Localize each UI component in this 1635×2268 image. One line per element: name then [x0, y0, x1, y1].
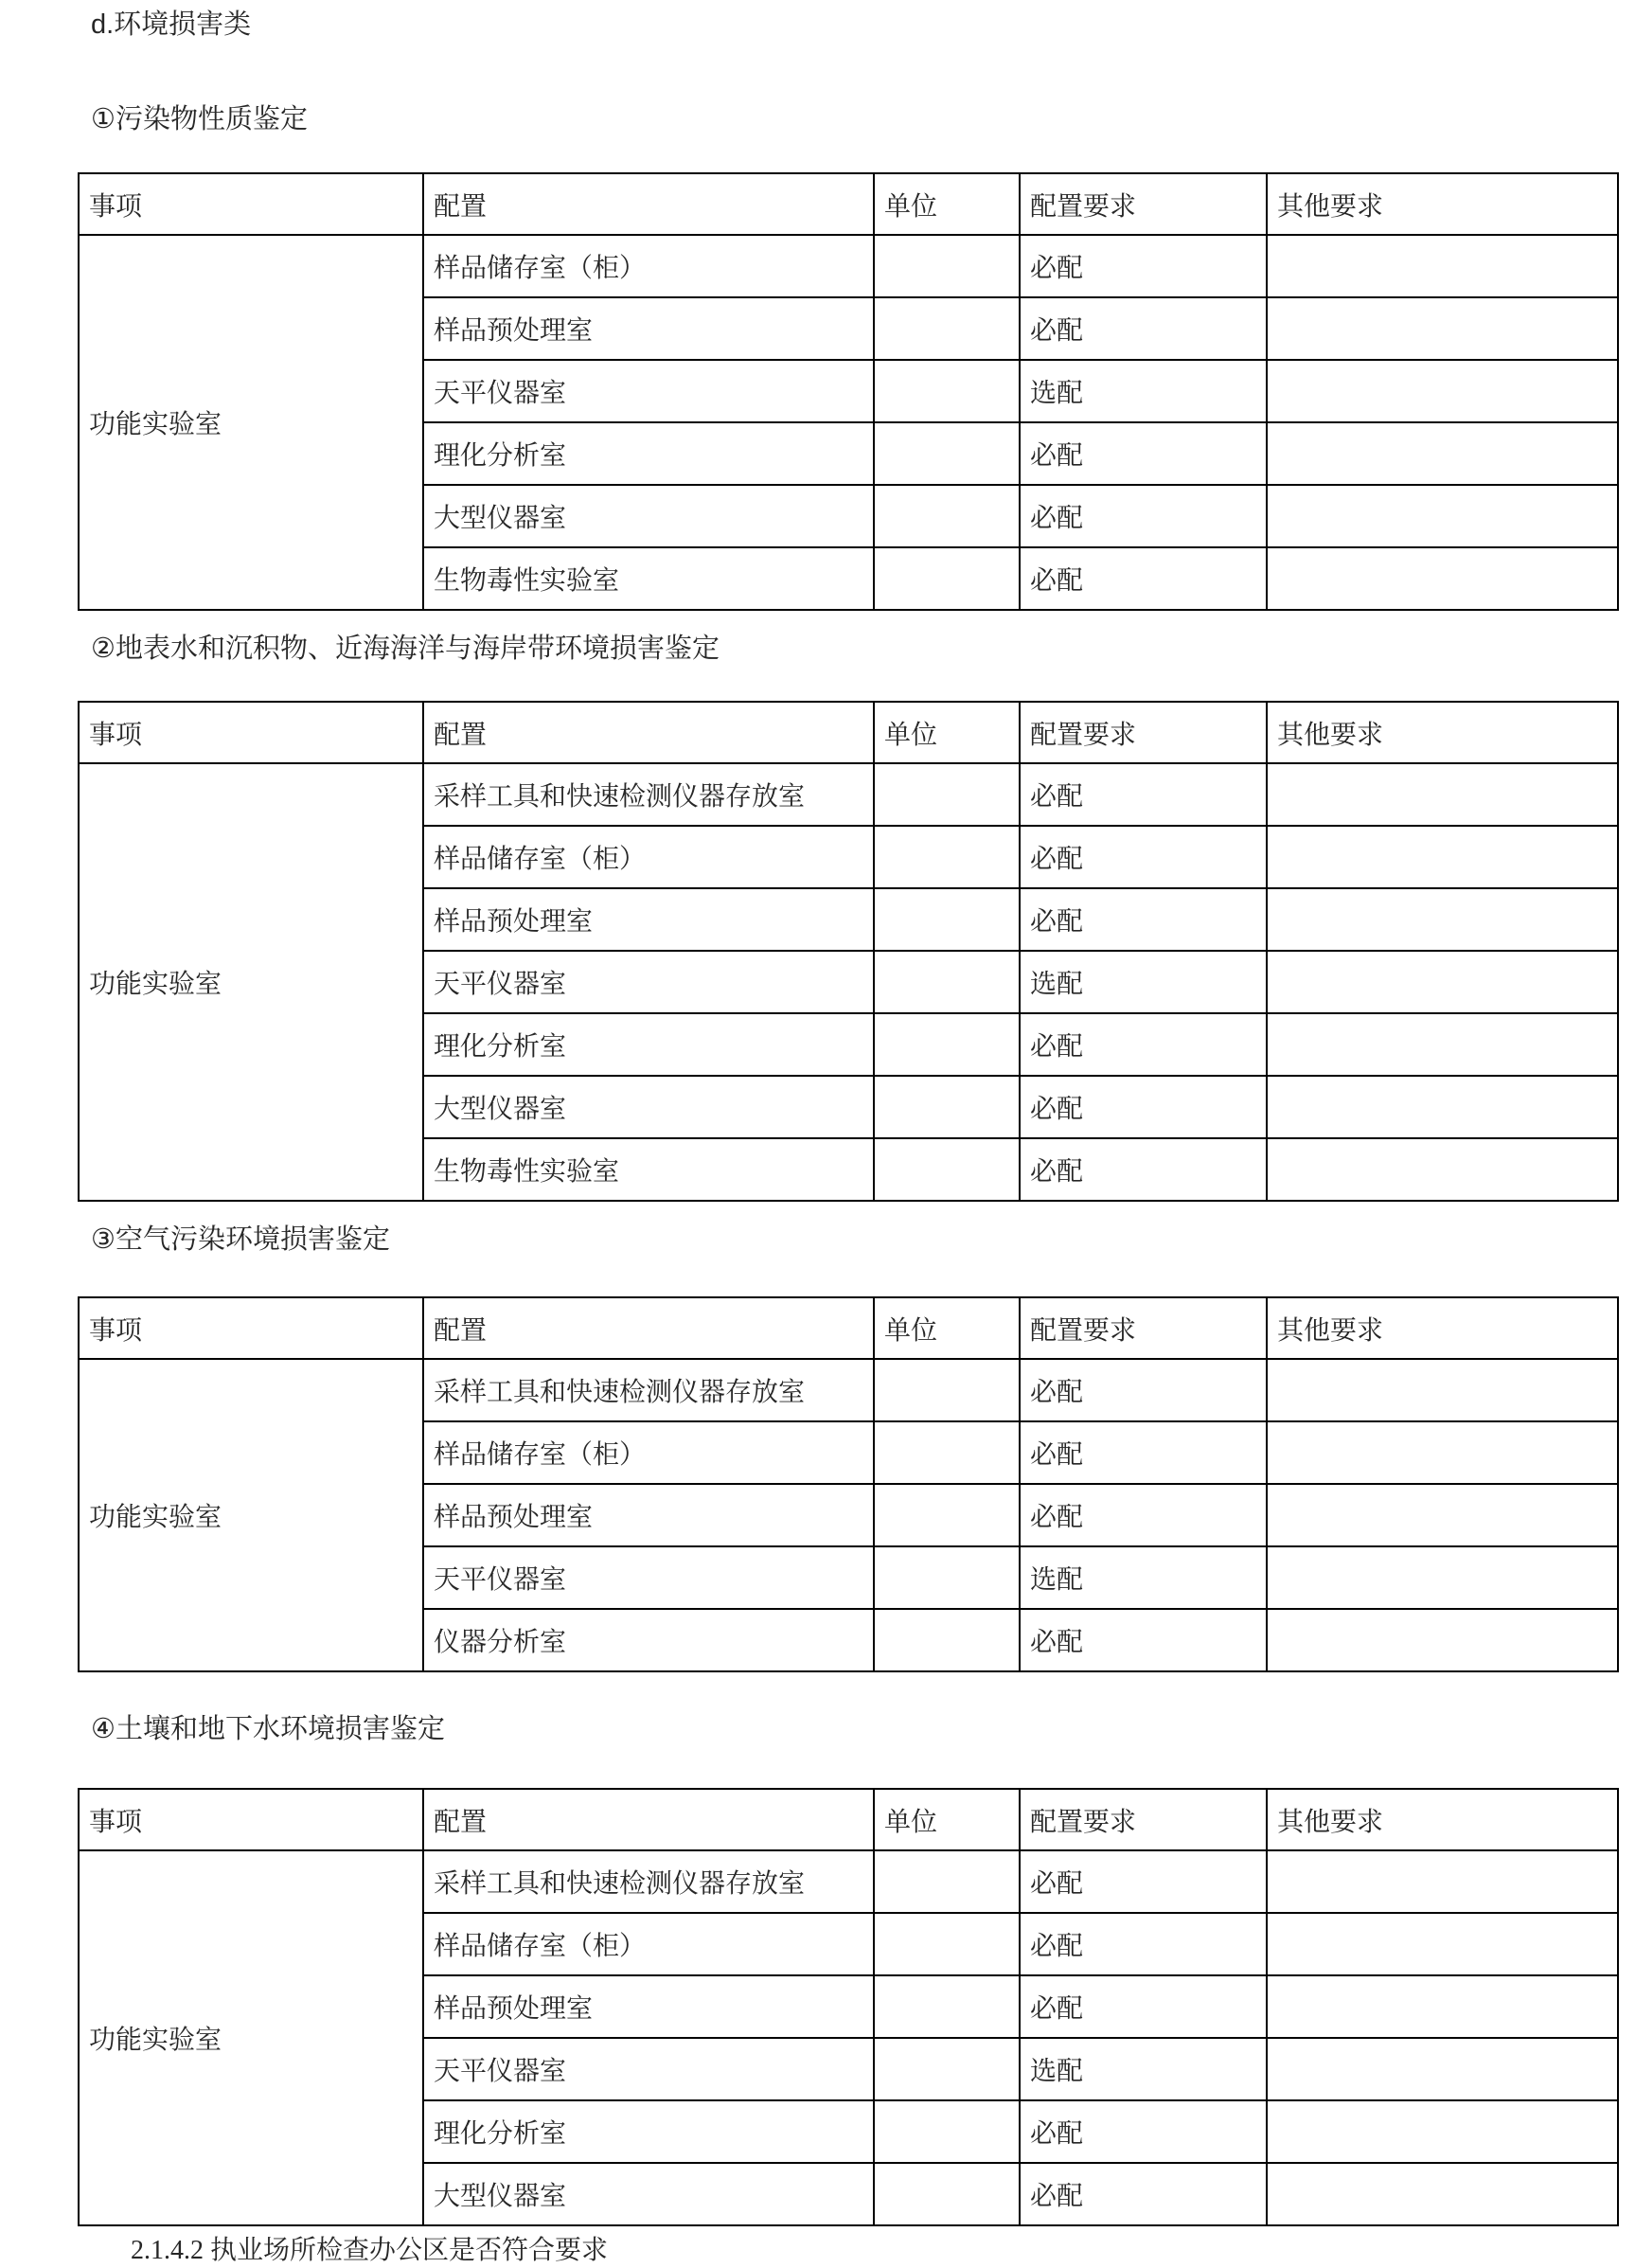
header-cell-item: 事项 — [79, 702, 423, 763]
other-cell — [1267, 1975, 1618, 2038]
other-cell — [1267, 763, 1618, 826]
config-cell: 样品储存室（柜） — [423, 1913, 874, 1975]
unit-cell — [874, 2100, 1020, 2163]
header-cell-requirement: 配置要求 — [1020, 1297, 1267, 1359]
unit-cell — [874, 1975, 1020, 2038]
requirement-cell: 必配 — [1020, 888, 1267, 951]
config-cell: 样品储存室（柜） — [423, 826, 874, 888]
item-label-cell: 功能实验室 — [79, 763, 423, 1201]
table-row — [79, 1359, 1618, 1421]
other-cell — [1267, 1013, 1618, 1076]
config-cell: 生物毒性实验室 — [423, 1138, 874, 1201]
unit-cell — [874, 1421, 1020, 1484]
table-row — [79, 235, 1618, 297]
other-cell — [1267, 2038, 1618, 2100]
page-title: d.环境损害类 — [91, 9, 252, 40]
other-cell — [1267, 1484, 1618, 1546]
requirement-cell: 必配 — [1020, 1076, 1267, 1138]
header-cell-config: 配置 — [423, 173, 874, 235]
unit-cell — [874, 360, 1020, 422]
unit-cell — [874, 1546, 1020, 1609]
unit-cell — [874, 888, 1020, 951]
unit-cell — [874, 826, 1020, 888]
config-table-soil-groundwater — [78, 1788, 1619, 2226]
requirement-cell: 必配 — [1020, 826, 1267, 888]
other-cell — [1267, 1359, 1618, 1421]
requirement-cell: 必配 — [1020, 1850, 1267, 1913]
config-cell: 样品预处理室 — [423, 1484, 874, 1546]
header-cell-requirement: 配置要求 — [1020, 702, 1267, 763]
requirement-cell: 必配 — [1020, 422, 1267, 485]
other-cell — [1267, 547, 1618, 610]
unit-cell — [874, 1359, 1020, 1421]
header-cell-other: 其他要求 — [1267, 173, 1618, 235]
header-cell-other: 其他要求 — [1267, 1297, 1618, 1359]
requirement-cell: 必配 — [1020, 763, 1267, 826]
requirement-cell: 必配 — [1020, 1913, 1267, 1975]
unit-cell — [874, 485, 1020, 547]
header-cell-config: 配置 — [423, 702, 874, 763]
requirement-cell: 选配 — [1020, 360, 1267, 422]
table-header-row — [79, 702, 1618, 763]
section-heading-air-pollution: ③空气污染环境损害鉴定 — [91, 1224, 390, 1255]
config-cell: 天平仪器室 — [423, 360, 874, 422]
other-cell — [1267, 485, 1618, 547]
requirement-cell: 选配 — [1020, 951, 1267, 1013]
config-cell: 天平仪器室 — [423, 951, 874, 1013]
requirement-cell: 必配 — [1020, 235, 1267, 297]
section-heading-surface-water: ②地表水和沉积物、近海海洋与海岸带环境损害鉴定 — [91, 634, 720, 664]
other-cell — [1267, 2163, 1618, 2225]
other-cell — [1267, 1850, 1618, 1913]
clipped-bottom-text: 2.1.4.2 执业场所检查办公区是否符合要求 — [131, 2236, 609, 2265]
unit-cell — [874, 1076, 1020, 1138]
config-cell: 样品预处理室 — [423, 888, 874, 951]
section-heading-soil-groundwater: ④土壤和地下水环境损害鉴定 — [91, 1714, 445, 1744]
other-cell — [1267, 1076, 1618, 1138]
other-cell — [1267, 1138, 1618, 1201]
unit-cell — [874, 297, 1020, 360]
other-cell — [1267, 888, 1618, 951]
config-cell: 理化分析室 — [423, 2100, 874, 2163]
other-cell — [1267, 951, 1618, 1013]
unit-cell — [874, 2163, 1020, 2225]
unit-cell — [874, 1138, 1020, 1201]
other-cell — [1267, 1546, 1618, 1609]
config-cell: 采样工具和快速检测仪器存放室 — [423, 1359, 874, 1421]
config-table-pollutant — [78, 172, 1619, 611]
requirement-cell: 必配 — [1020, 485, 1267, 547]
config-cell: 采样工具和快速检测仪器存放室 — [423, 1850, 874, 1913]
config-cell: 采样工具和快速检测仪器存放室 — [423, 763, 874, 826]
config-cell: 样品储存室（柜） — [423, 1421, 874, 1484]
header-cell-other: 其他要求 — [1267, 1789, 1618, 1850]
config-cell: 样品预处理室 — [423, 297, 874, 360]
header-cell-item: 事项 — [79, 1789, 423, 1850]
config-cell: 样品储存室（柜） — [423, 235, 874, 297]
requirement-cell: 必配 — [1020, 1138, 1267, 1201]
unit-cell — [874, 422, 1020, 485]
header-cell-unit: 单位 — [874, 702, 1020, 763]
header-cell-item: 事项 — [79, 1297, 423, 1359]
table-header-row — [79, 173, 1618, 235]
unit-cell — [874, 1913, 1020, 1975]
header-cell-config: 配置 — [423, 1789, 874, 1850]
other-cell — [1267, 2100, 1618, 2163]
requirement-cell: 必配 — [1020, 2163, 1267, 2225]
header-cell-unit: 单位 — [874, 1789, 1020, 1850]
unit-cell — [874, 763, 1020, 826]
header-cell-requirement: 配置要求 — [1020, 1789, 1267, 1850]
other-cell — [1267, 360, 1618, 422]
other-cell — [1267, 422, 1618, 485]
unit-cell — [874, 1484, 1020, 1546]
header-cell-other: 其他要求 — [1267, 702, 1618, 763]
requirement-cell: 必配 — [1020, 1359, 1267, 1421]
unit-cell — [874, 235, 1020, 297]
other-cell — [1267, 826, 1618, 888]
other-cell — [1267, 1421, 1618, 1484]
unit-cell — [874, 2038, 1020, 2100]
header-cell-unit: 单位 — [874, 1297, 1020, 1359]
config-cell: 生物毒性实验室 — [423, 547, 874, 610]
config-cell: 理化分析室 — [423, 1013, 874, 1076]
config-cell: 天平仪器室 — [423, 2038, 874, 2100]
table-row — [79, 1850, 1618, 1913]
header-cell-config: 配置 — [423, 1297, 874, 1359]
config-cell: 样品预处理室 — [423, 1975, 874, 2038]
requirement-cell: 必配 — [1020, 547, 1267, 610]
config-cell: 天平仪器室 — [423, 1546, 874, 1609]
header-cell-unit: 单位 — [874, 173, 1020, 235]
unit-cell — [874, 951, 1020, 1013]
requirement-cell: 必配 — [1020, 1484, 1267, 1546]
unit-cell — [874, 547, 1020, 610]
config-table-air-pollution — [78, 1296, 1619, 1672]
requirement-cell: 必配 — [1020, 1975, 1267, 2038]
item-label-cell: 功能实验室 — [79, 1359, 423, 1671]
requirement-cell: 选配 — [1020, 1546, 1267, 1609]
table-header-row — [79, 1297, 1618, 1359]
config-cell: 仪器分析室 — [423, 1609, 874, 1671]
header-cell-item: 事项 — [79, 173, 423, 235]
item-label-cell: 功能实验室 — [79, 235, 423, 610]
requirement-cell: 必配 — [1020, 297, 1267, 360]
requirement-cell: 必配 — [1020, 1013, 1267, 1076]
config-cell: 大型仪器室 — [423, 485, 874, 547]
config-cell: 理化分析室 — [423, 422, 874, 485]
other-cell — [1267, 235, 1618, 297]
requirement-cell: 必配 — [1020, 1421, 1267, 1484]
requirement-cell: 必配 — [1020, 1609, 1267, 1671]
other-cell — [1267, 1609, 1618, 1671]
item-label-cell: 功能实验室 — [79, 1850, 423, 2225]
other-cell — [1267, 1913, 1618, 1975]
requirement-cell: 必配 — [1020, 2100, 1267, 2163]
requirement-cell: 选配 — [1020, 2038, 1267, 2100]
document-page — [0, 6, 1635, 2265]
other-cell — [1267, 297, 1618, 360]
section-heading-pollutant: ①污染物性质鉴定 — [91, 104, 308, 134]
header-cell-requirement: 配置要求 — [1020, 173, 1267, 235]
table-row — [79, 763, 1618, 826]
table-header-row — [79, 1789, 1618, 1850]
unit-cell — [874, 1850, 1020, 1913]
unit-cell — [874, 1609, 1020, 1671]
config-table-surface-water — [78, 701, 1619, 1202]
unit-cell — [874, 1013, 1020, 1076]
config-cell: 大型仪器室 — [423, 1076, 874, 1138]
config-cell: 大型仪器室 — [423, 2163, 874, 2225]
